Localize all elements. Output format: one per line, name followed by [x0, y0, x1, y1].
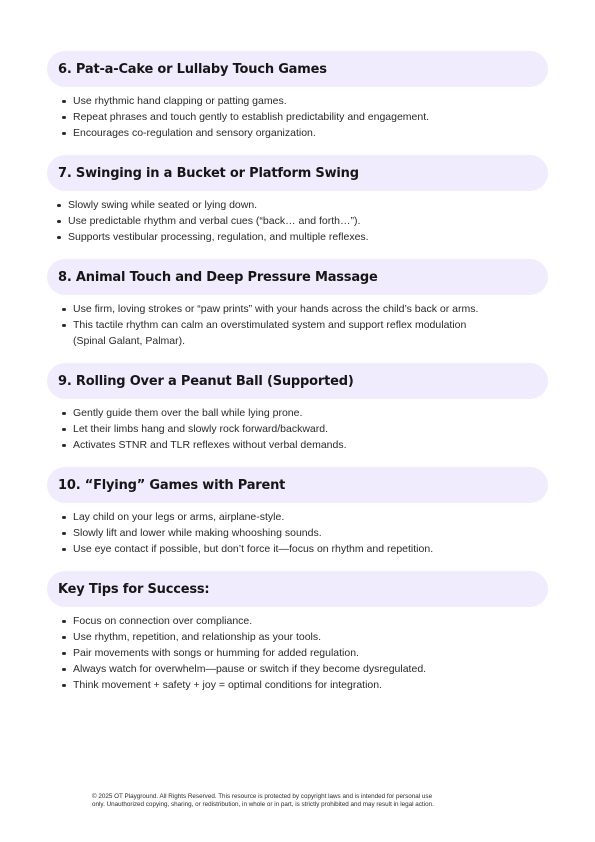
section-header	[47, 467, 548, 503]
copyright-line: only. Unauthorized copying, sharing, or redistribution, in whole or in part, is strictly prohibited and may result in legal action.	[92, 801, 434, 808]
list-item: Use rhythmic hand clapping or patting games.	[47, 93, 548, 109]
copyright-line: © 2025 OT Playground. All Rights Reserved. This resource is protected by copyright laws and is intended for personal use	[92, 793, 433, 800]
list-item: Lay child on your legs or arms, airplane-style.	[47, 509, 548, 525]
list-item: Always watch for overwhelm—pause or switch if they become dysregulated.	[47, 661, 548, 677]
document-page	[47, 51, 548, 693]
bullet-list	[47, 509, 548, 557]
section-title: 10. “Flying” Games with Parent	[58, 477, 286, 493]
section-swinging	[47, 155, 548, 245]
section-title: 7. Swinging in a Bucket or Platform Swing	[58, 165, 359, 181]
section-header	[47, 155, 548, 191]
list-item: Think movement + safety + joy = optimal conditions for integration.	[47, 677, 548, 693]
section-peanut-ball	[47, 363, 548, 453]
list-item: Let their limbs hang and slowly rock forward/backward.	[47, 421, 548, 437]
list-item: Use eye contact if possible, but don’t force it—focus on rhythm and repetition.	[47, 541, 548, 557]
bullet-list	[47, 613, 548, 693]
bullet-list	[47, 405, 548, 453]
section-title: Key Tips for Success:	[58, 581, 210, 597]
section-header	[47, 51, 548, 87]
list-item: Slowly lift and lower while making whooshing sounds.	[47, 525, 548, 541]
section-title: 8. Animal Touch and Deep Pressure Massage	[58, 269, 378, 285]
copyright-footer	[92, 793, 512, 809]
list-item: Use firm, loving strokes or “paw prints” with your hands across the child’s back or arms.	[47, 301, 548, 317]
bullet-list	[47, 301, 548, 349]
list-item: Repeat phrases and touch gently to establish predictability and engagement.	[47, 109, 548, 125]
list-item: Gently guide them over the ball while lying prone.	[47, 405, 548, 421]
list-item: Use predictable rhythm and verbal cues (“back… and forth…”).	[47, 213, 548, 229]
bullet-list	[47, 197, 548, 245]
section-animal-touch	[47, 259, 548, 349]
list-item: Slowly swing while seated or lying down.	[47, 197, 548, 213]
bullet-list	[47, 93, 548, 141]
list-item: Focus on connection over compliance.	[47, 613, 548, 629]
section-header	[47, 571, 548, 607]
list-item: Activates STNR and TLR reflexes without verbal demands.	[47, 437, 548, 453]
list-item: Pair movements with songs or humming for added regulation.	[47, 645, 548, 661]
list-item: Use rhythm, repetition, and relationship as your tools.	[47, 629, 548, 645]
list-item: Supports vestibular processing, regulation, and multiple reflexes.	[47, 229, 548, 245]
section-header	[47, 259, 548, 295]
section-header	[47, 363, 548, 399]
list-item	[47, 317, 548, 349]
section-flying-games	[47, 467, 548, 557]
section-pat-a-cake	[47, 51, 548, 141]
list-item-text-continued: (Spinal Galant, Palmar).	[73, 335, 186, 347]
section-key-tips	[47, 571, 548, 693]
section-title: 9. Rolling Over a Peanut Ball (Supported)	[58, 373, 354, 389]
section-title: 6. Pat-a-Cake or Lullaby Touch Games	[58, 61, 327, 77]
list-item: Encourages co-regulation and sensory organization.	[47, 125, 548, 141]
list-item-text: This tactile rhythm can calm an overstimulated system and support reflex modulation	[73, 319, 467, 331]
